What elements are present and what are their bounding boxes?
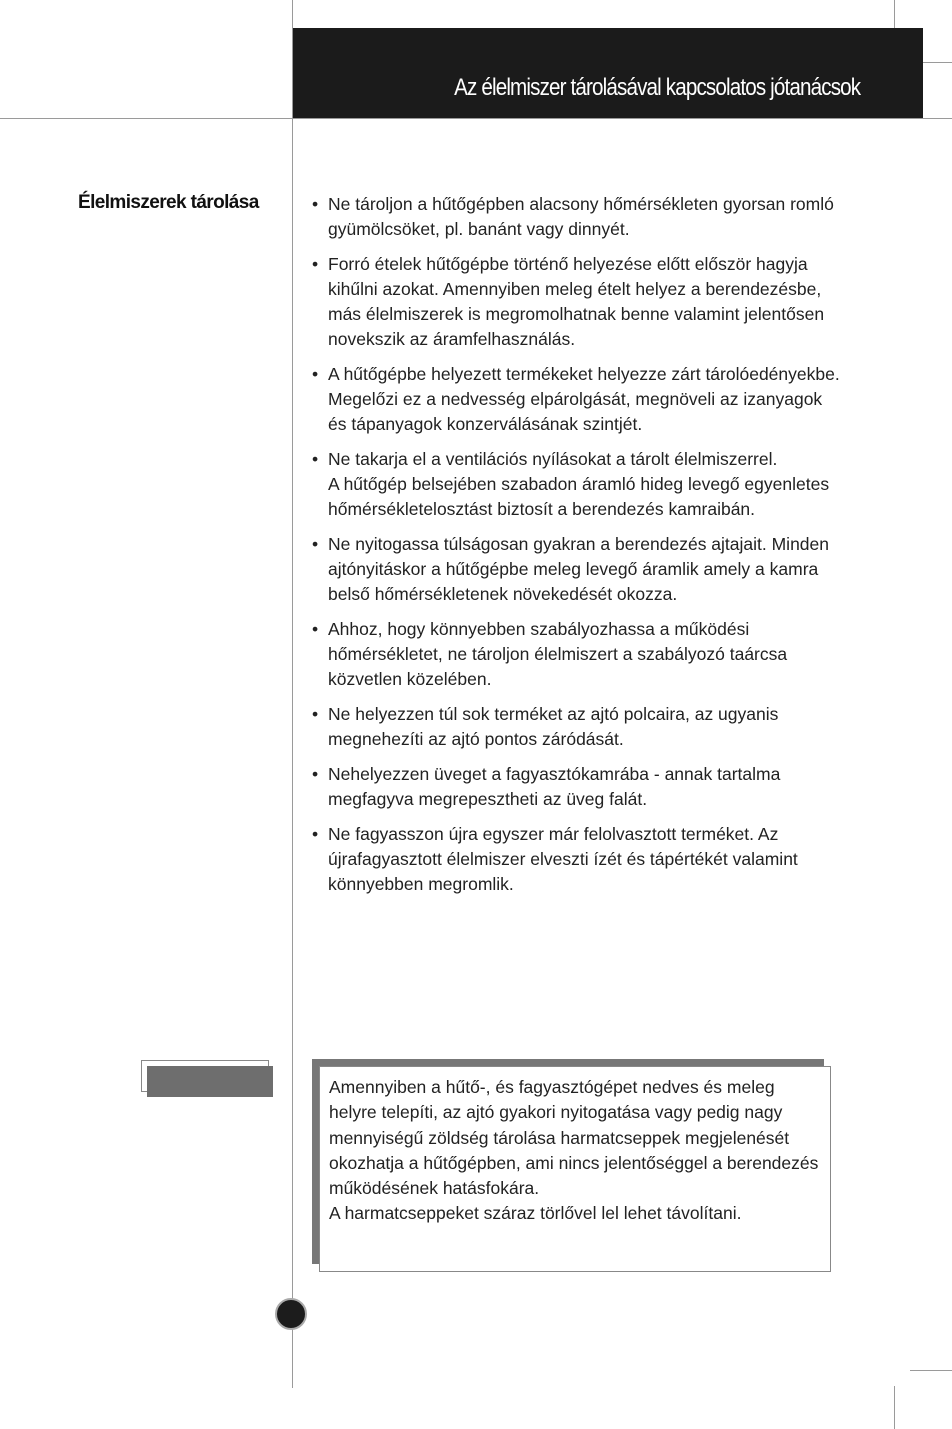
note-paragraph: Amennyiben a hűtő-, és fagyasztógépet nedves és meleg helyre telepíti, az ajtó gyakori nyitogatása vagy pedig nagy mennyiségű zöldség tárolása harmatcseppek megjelenését okozhatja a hűtőgépben, ami nincs jelentőséggel a berendezés működésének hatásfokára. bbox=[329, 1077, 819, 1199]
list-item bbox=[312, 362, 842, 437]
crop-mark-right-bottom bbox=[910, 1370, 952, 1371]
vertical-rule bbox=[292, 0, 293, 1388]
crop-mark-right-top bbox=[923, 62, 952, 63]
list-item-text: Ahhoz, hogy könnyebben szabályozhassa a működési hőmérsékletet, ne tároljon élelmiszert a szabályozó taárcsa közvetlen közelében. bbox=[328, 619, 788, 689]
list-item-text: Forró ételek hűtőgépbe történő helyezése előtt először hagyja kihűlni azokat. Amennyiben meleg ételt helyez a berendezésbe, más élelmiszerek is megromolhatnak benne valamint jelentősen novekszik az áramfelhasználás. bbox=[328, 254, 825, 349]
list-item-text: Ne tároljon a hűtőgépben alacsony hőmérsékleten gyorsan romló gyümölcsöket, pl. banánt vagy dinnyét. bbox=[328, 194, 834, 239]
list-item-text: Ne nyitogassa túlságosan gyakran a berendezés ajtajait. Minden ajtónyitáskor a hűtőgépbe meleg levegő áramlik amely a kamra belső hőmérsékletenek növekedését okozza. bbox=[328, 534, 830, 604]
list-item-text: A hűtőgépbe helyezett termékeket helyezze zárt tárolóedényekbe. Megelőzi ez a nedvesség elpárolgását, megnöveli az izanyagok és tápanyagok konzerválásának szintjét. bbox=[328, 364, 840, 434]
note-tab bbox=[147, 1066, 273, 1097]
note-box bbox=[319, 1066, 831, 1272]
list-item-text: Ne helyezzen túl sok terméket az ajtó polcaira, az ugyanis megnehezíti az ajtó pontos záródását. bbox=[328, 704, 779, 749]
tips-list bbox=[312, 192, 842, 907]
page-marker-dot bbox=[275, 1298, 307, 1330]
list-item-text: Ne takarja el a ventilációs nyílásokat a tárolt élelmiszerrel. bbox=[328, 449, 778, 469]
list-item-text: Nehelyezzen üveget a fagyasztókamrába - annak tartalma megfagyva megrepesztheti az üveg falát. bbox=[328, 764, 781, 809]
crop-mark-top bbox=[894, 0, 895, 28]
section-title: Élelmiszerek tárolása bbox=[78, 192, 259, 213]
list-item-subtext: A hűtőgép belsejében szabadon áramló hideg levegő egyenletes hőmérsékletelosztást biztosít a berendezés kamraibán. bbox=[328, 474, 830, 519]
list-item bbox=[312, 252, 842, 352]
list-item bbox=[312, 447, 842, 522]
list-item bbox=[312, 617, 842, 692]
list-item bbox=[312, 192, 842, 242]
header-rule bbox=[0, 118, 952, 119]
list-item-text: Ne fagyasszon újra egyszer már felolvasztott terméket. Az újrafagyasztott élelmiszer elveszti ízét és tápértékét valamint könnyebben megromlik. bbox=[328, 824, 798, 894]
list-item bbox=[312, 762, 842, 812]
page-title: Az élelmiszer tárolásával kapcsolatos jótanácsok bbox=[453, 74, 860, 101]
crop-mark-bottom bbox=[894, 1386, 895, 1429]
list-item bbox=[312, 532, 842, 607]
list-item bbox=[312, 822, 842, 897]
list-item bbox=[312, 702, 842, 752]
header-band bbox=[293, 28, 923, 118]
note-paragraph-2: A harmatcseppeket száraz törlővel lel lehet távolítani. bbox=[329, 1203, 742, 1224]
